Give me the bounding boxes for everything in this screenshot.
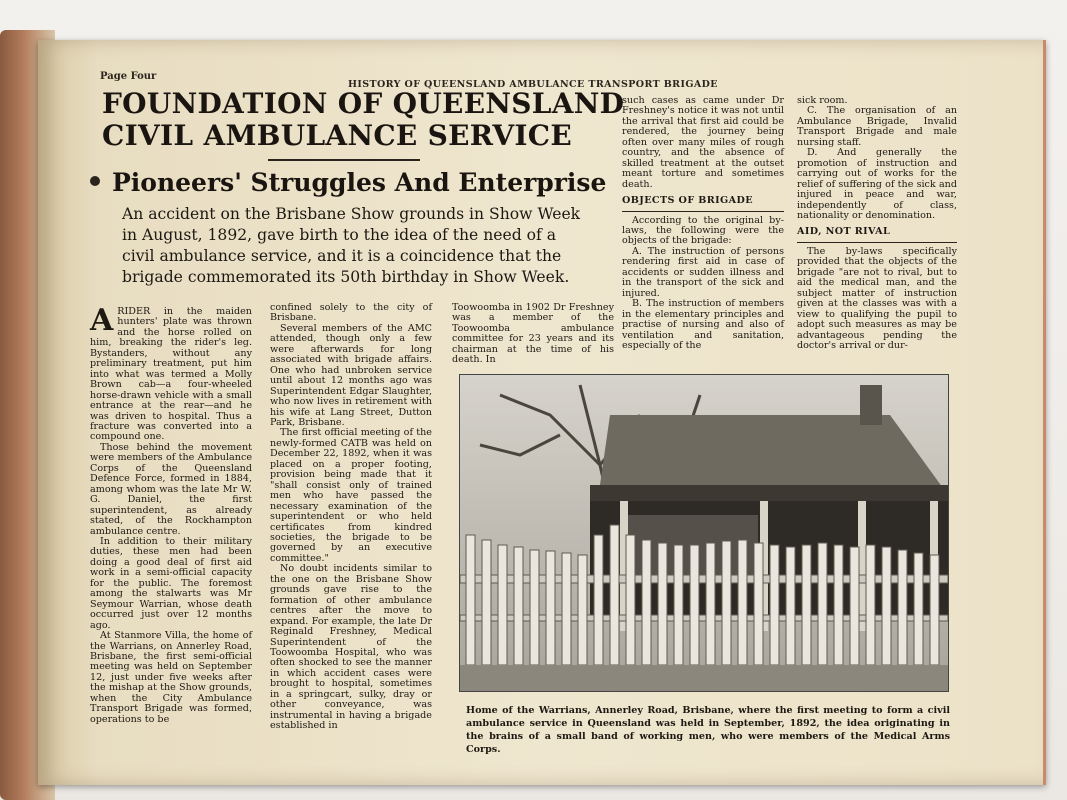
column-paragraph: D. And generally the promotion of instruction and carrying out of works for the relief of suffering of the sick and injured in peace and war, independently of class, nationality or denomination. [797, 147, 957, 221]
column-paragraph: At Stanmore Villa, the home of the Warrians, on Annerley Road, Brisbane, the first semi-official meeting was held on September 12, just under five weeks after the mishap at the Show grounds, when the City Ambulance Transport Brigade was formed, operations to be [90, 630, 252, 725]
column-paragraph: confined solely to the city of Brisbane. [270, 302, 432, 324]
column-1 [90, 303, 252, 725]
column-paragraph: Those behind the movement were members of the Ambulance Corps of the Queensland Defence Force, formed in 1884, among whom was the late Mr W. G. Daniel, the first superintendent, as already stated, of the Rockhampton ambulance centre. [90, 441, 252, 537]
column-paragraph: such cases as came under Dr Freshney's notice it was not until the arrival that first aid could be rendered, the journey being often over many miles of rough country, and the absence of skilled treatment at the outset meant torture and sometimes death. [622, 95, 784, 190]
column-paragraph: B. The instruction of members in the elementary principles and practise of nursing and also of ventilation and sanitation, especially of the [622, 298, 784, 351]
column-paragraph: No doubt incidents similar to the one on the Brisbane Show grounds gave rise to the formation of other ambulance centres after the move to expand. For example, the late Dr Reginald Freshney, Medical Superintendent of the Toowoomba Hospital, who was often shocked to see the manner in which accident cases were brought to hospital, sometimes in a springcart, sulky, dray or other conveyance, was instrumental in having a brigade established in [270, 563, 432, 732]
photo-caption: Home of the Warrians, Annerley Road, Brisbane, where the first meeting to form a civil ambulance service in Queensland was held in September, 1892, the idea originating in the brains of a small band of working men, who were members of the Medical Arms Corps. [466, 705, 950, 755]
column-paragraph: C. The organisation of an Ambulance Brigade, Invalid Transport Brigade and male nursing staff. [797, 105, 957, 148]
column-paragraph: The first official meeting of the newly-formed CATB was held on December 22, 1892, when it was placed on a proper footing, provision being made that it "shall consist only of trained men who have passed the necessary examination of the superintendent or who held certificates from kindred societies, the brigade to be governed by an executive committee." [270, 427, 432, 564]
column-paragraph [90, 303, 252, 443]
column-4 [622, 96, 784, 351]
heading-rule [622, 211, 784, 212]
column-paragraph: Toowoomba in 1902 Dr Freshney was a member of the Toowoomba ambulance committee for 23 years and its chairman at the time of his death. In [452, 302, 614, 366]
title-line-1: FOUNDATION OF QUEENSLAND [102, 87, 625, 120]
intro-paragraph: An accident on the Brisbane Show grounds in Show Week in August, 1892, gave birth to the idea of the need of a civil ambulance service, and it is a coincidence that the brigade commemorated its 50th birthday in Show Week. [122, 205, 581, 286]
title-line-2: CIVIL AMBULANCE SERVICE [102, 119, 573, 152]
column-5 [797, 96, 957, 351]
column-3 [452, 303, 614, 366]
column-paragraph: A. The instruction of persons rendering first aid in case of accidents or sudden illness and in the transport of the sick and injured. [622, 245, 784, 299]
house-photo [459, 374, 949, 692]
running-title: HISTORY OF QUEENSLAND AMBULANCE TRANSPORT BRIGADE [348, 79, 718, 90]
column-paragraph: The by-laws specifically provided that the objects of the brigade "are not to rival, but to aid the medical man, and the subject matter of instruction given at the classes was with a view to qualifying the pupil to adopt such measures as may be advantageous pending the doctor's arrival or dur- [797, 245, 957, 351]
section-heading: OBJECTS OF BRIGADE [622, 195, 753, 207]
column-paragraph: sick room. [797, 95, 848, 106]
ground [460, 665, 948, 691]
drop-cap: A [90, 303, 114, 338]
article-title [102, 87, 625, 152]
section-heading: AID, NOT RIVAL [797, 226, 891, 238]
column-paragraph: According to the original by-laws, the following were the objects of the brigade: [622, 214, 784, 247]
house-photo-graphic [460, 375, 948, 691]
page-number: Page Four [100, 71, 157, 82]
column-2 [270, 303, 432, 732]
column-paragraph: In addition to their military duties, these men had been doing a good deal of first aid work in a semi-official capacity for the public. The foremost among the stalwarts was Mr Seymour Warrian, whose death occurred just over 12 months ago. [90, 535, 252, 631]
veranda-eave [590, 485, 948, 501]
article-subtitle: Pioneers' Struggles And Enterprise [112, 168, 607, 197]
title-rule [268, 159, 420, 161]
house-roof [600, 415, 948, 495]
column-paragraph: Several members of the AMC attended, though only a few were afterwards for long associated with brigade affairs. One who had unbroken service until about 12 months ago was Superintendent Edgar Slaughter, who now lives in retirement with his wife at Lang Street, Dutton Park, Brisbane. [270, 322, 432, 428]
paragraph-text: RIDER in the maiden hunters' plate was thrown and the horse rolled on him, breaking the rider's leg. Bystanders, without any preliminary treatment, put him into what was termed a Molly Brown cab—a four-wheeled horse-drawn vehicle with a small entrance at the rear—and he was driven to hospital. Thus a fracture was converted into a compound one. [90, 306, 252, 443]
bullet-dot [90, 176, 100, 186]
heading-rule [797, 242, 957, 243]
chimney [860, 385, 882, 425]
article-intro [122, 204, 584, 288]
